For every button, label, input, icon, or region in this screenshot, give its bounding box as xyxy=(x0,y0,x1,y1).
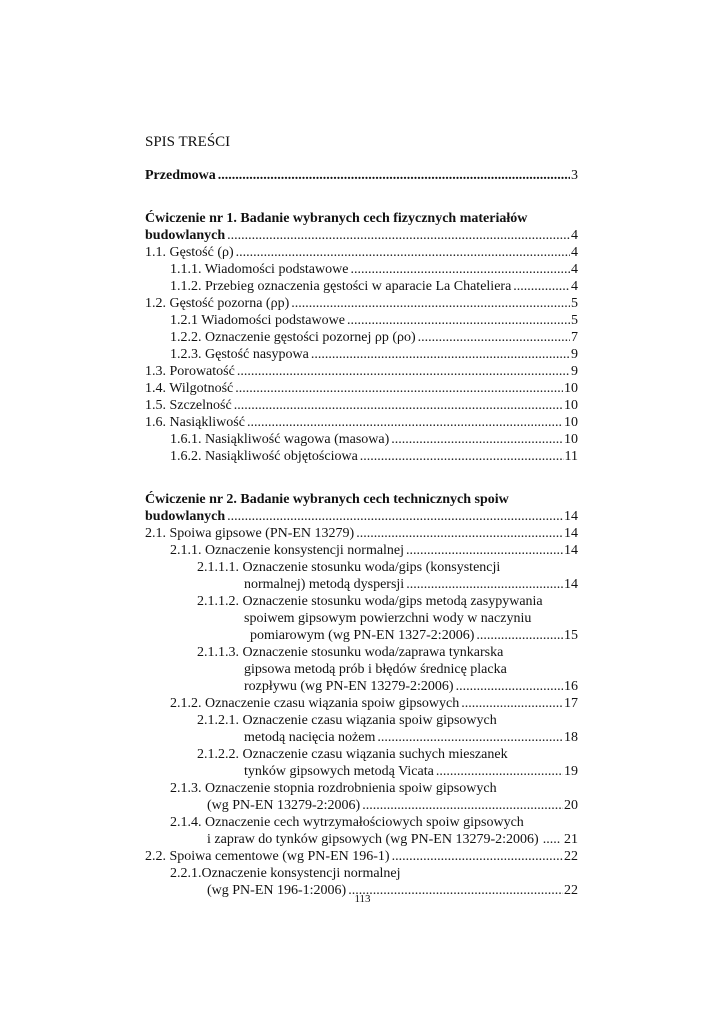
toc-entry-page: 5 xyxy=(571,296,578,311)
toc-entry-line: gipsowa metodą prób i błędów średnicę placka xyxy=(244,662,507,677)
dot-leader xyxy=(218,167,570,184)
toc-entry-page: 14 xyxy=(564,577,578,592)
toc-entry-page: 10 xyxy=(564,415,578,430)
page-title: SPIS TREŚCI xyxy=(145,134,231,150)
toc-entry-text: rozpływu (wg PN-EN 13279-2:2006) xyxy=(244,679,454,694)
toc-entry xyxy=(145,278,578,295)
toc-entry-text: 2.1.2. Oznaczenie czasu wiązania spoiw gipsowych xyxy=(170,696,460,711)
toc-entry xyxy=(145,525,578,542)
toc-entry xyxy=(145,363,578,380)
toc-entry-page: 20 xyxy=(564,798,578,813)
dot-leader xyxy=(391,431,563,448)
dot-leader xyxy=(418,329,570,346)
toc-entry-text: 1.6. Nasiąkliwość xyxy=(145,415,245,430)
dot-leader xyxy=(513,278,570,295)
toc-entry xyxy=(145,414,578,431)
toc-entry xyxy=(145,312,578,329)
toc-entry-text: 1.2. Gęstość pozorna (ρp) xyxy=(145,296,290,311)
toc-entry-page: 22 xyxy=(564,883,578,898)
dot-leader xyxy=(311,346,570,363)
toc-entry xyxy=(145,576,578,593)
toc-entry-page: 9 xyxy=(571,347,578,362)
toc-entry-page: 11 xyxy=(564,449,578,464)
toc-entry-page: 4 xyxy=(571,279,578,294)
toc-entry-line: 2.1.1.3. Oznaczenie stosunku woda/zaprawa tynkarska xyxy=(197,645,504,660)
toc-entry-line: spoiwem gipsowym powierzchni wody w naczyniu xyxy=(244,611,532,626)
toc-entry-page: 16 xyxy=(564,679,578,694)
dot-leader xyxy=(291,295,570,312)
toc-entry xyxy=(145,380,578,397)
toc-entry-text: 1.6.1. Nasiąkliwość wagowa (masowa) xyxy=(170,432,390,447)
dot-leader xyxy=(436,763,563,780)
toc-entry xyxy=(145,329,578,346)
dot-leader xyxy=(392,848,563,865)
toc-entry-text: budowlanych xyxy=(145,228,226,243)
toc-entry xyxy=(145,346,578,363)
toc-entry xyxy=(145,227,578,244)
toc-entry-line: 2.2.1.Oznaczenie konsystencji normalnej xyxy=(170,866,401,881)
toc-entry-text: 1.2.3. Gęstość nasypowa xyxy=(170,347,309,362)
toc-entry xyxy=(145,848,578,865)
toc-entry-text: 2.1. Spoiwa gipsowe (PN-EN 13279) xyxy=(145,526,355,541)
toc-entry-page: 14 xyxy=(564,526,578,541)
toc-entry-text: 1.6.2. Nasiąkliwość objętościowa xyxy=(170,449,358,464)
dot-leader xyxy=(235,380,563,397)
toc-entry xyxy=(145,167,578,184)
dot-leader xyxy=(456,678,563,695)
dot-leader xyxy=(227,227,570,244)
dot-leader xyxy=(247,414,563,431)
toc-entry-text: normalnej) metodą dyspersji xyxy=(244,577,405,592)
dot-leader xyxy=(237,363,570,380)
toc-heading-line: Ćwiczenie nr 1. Badanie wybranych cech fizycznych materiałów xyxy=(145,211,528,226)
toc-entry-text: Przedmowa xyxy=(145,168,216,183)
toc-entry xyxy=(145,448,578,465)
dot-leader xyxy=(350,261,570,278)
dot-leader xyxy=(227,508,563,525)
toc-entry-page: 15 xyxy=(564,628,578,643)
toc-entry-text: 1.3. Porowatość xyxy=(145,364,235,379)
toc-entry-line: 2.1.1.1. Oznaczenie stosunku woda/gips (konsystencji xyxy=(197,560,501,575)
toc-entry xyxy=(145,244,578,261)
toc-entry-page: 17 xyxy=(564,696,578,711)
toc-entry xyxy=(145,261,578,278)
toc-entry xyxy=(145,729,578,746)
toc-entry-page: 4 xyxy=(571,228,578,243)
toc-entry-page: 18 xyxy=(564,730,578,745)
toc-entry-line: 2.1.4. Oznaczenie cech wytrzymałościowych spoiw gipsowych xyxy=(170,815,524,830)
toc-entry-line: 2.1.1.2. Oznaczenie stosunku woda/gips metodą zasypywania xyxy=(197,594,543,609)
toc-entry-text: (wg PN-EN 13279-2:2006) xyxy=(207,798,361,813)
dot-leader xyxy=(236,244,570,261)
dot-leader xyxy=(362,797,563,814)
toc-entry-text: 2.1.1. Oznaczenie konsystencji normalnej xyxy=(170,543,405,558)
toc-entry-text: 1.2.2. Oznaczenie gęstości pozornej ρp (ρo) xyxy=(170,330,416,345)
toc-entry-text: budowlanych xyxy=(145,509,226,524)
toc-entry-text: tynków gipsowych metodą Vicata xyxy=(244,764,434,779)
dot-leader xyxy=(347,312,570,329)
toc-entry xyxy=(145,431,578,448)
toc-entry xyxy=(145,678,578,695)
toc-entry-page: 5 xyxy=(571,313,578,328)
toc-entry-page: 21 xyxy=(564,832,578,847)
toc-entry-page: 4 xyxy=(571,245,578,260)
toc-entry xyxy=(145,763,578,780)
toc-entry-line: 2.1.2.1. Oznaczenie czasu wiązania spoiw gipsowych xyxy=(197,713,497,728)
toc-entry-page: 9 xyxy=(571,364,578,379)
toc-entry xyxy=(145,397,578,414)
toc-heading-line: Ćwiczenie nr 2. Badanie wybranych cech technicznych spoiw xyxy=(145,492,509,507)
toc-entry-line: 2.1.2.2. Oznaczenie czasu wiązania suchych mieszanek xyxy=(197,747,508,762)
toc-entry-page: 4 xyxy=(571,262,578,277)
toc-entry-page: 10 xyxy=(564,398,578,413)
dot-leader xyxy=(461,695,563,712)
toc-entry xyxy=(145,695,578,712)
dot-leader xyxy=(543,831,560,848)
toc-entry xyxy=(145,627,578,644)
dot-leader xyxy=(406,542,563,559)
toc-entry xyxy=(145,831,578,848)
toc-entry-page: 14 xyxy=(564,509,578,524)
dot-leader xyxy=(406,576,563,593)
toc-entry-text: 1.1. Gęstość (ρ) xyxy=(145,245,234,260)
dot-leader xyxy=(377,729,563,746)
dot-leader xyxy=(234,397,563,414)
dot-leader xyxy=(356,525,563,542)
table-of-contents xyxy=(145,167,578,899)
toc-entry xyxy=(145,508,578,525)
page-number: 113 xyxy=(354,893,371,905)
toc-entry-text: metodą nacięcia nożem xyxy=(244,730,376,745)
toc-entry-page: 10 xyxy=(564,432,578,447)
toc-entry-text: 1.1.1. Wiadomości podstawowe xyxy=(170,262,349,277)
toc-entry-page: 3 xyxy=(571,168,578,183)
toc-entry xyxy=(145,295,578,312)
toc-entry-line: 2.1.3. Oznaczenie stopnia rozdrobnienia spoiw gipsowych xyxy=(170,781,497,796)
toc-entry xyxy=(145,542,578,559)
toc-entry-text: pomiarowym (wg PN-EN 1327-2:2006) xyxy=(250,628,475,643)
toc-entry-page: 14 xyxy=(564,543,578,558)
toc-entry-text: i zapraw do tynków gipsowych (wg PN-EN 13279-2:2006) xyxy=(207,832,539,847)
toc-entry-page: 19 xyxy=(564,764,578,779)
toc-entry-text: 1.1.2. Przebieg oznaczenia gęstości w aparacie La Chateliera xyxy=(170,279,512,294)
dot-leader xyxy=(476,627,563,644)
toc-entry-text: 1.5. Szczelność xyxy=(145,398,232,413)
toc-entry-page: 22 xyxy=(564,849,578,864)
toc-entry-page: 10 xyxy=(564,381,578,396)
toc-entry-page: 7 xyxy=(571,330,578,345)
toc-entry-text: 2.2. Spoiwa cementowe (wg PN-EN 196-1) xyxy=(145,849,390,864)
toc-entry-text: 1.2.1 Wiadomości podstawowe xyxy=(170,313,345,328)
toc-entry-text: 1.4. Wilgotność xyxy=(145,381,234,396)
dot-leader xyxy=(360,448,564,465)
toc-entry xyxy=(145,797,578,814)
toc-entry-text: (wg PN-EN 196-1:2006) xyxy=(207,883,347,898)
